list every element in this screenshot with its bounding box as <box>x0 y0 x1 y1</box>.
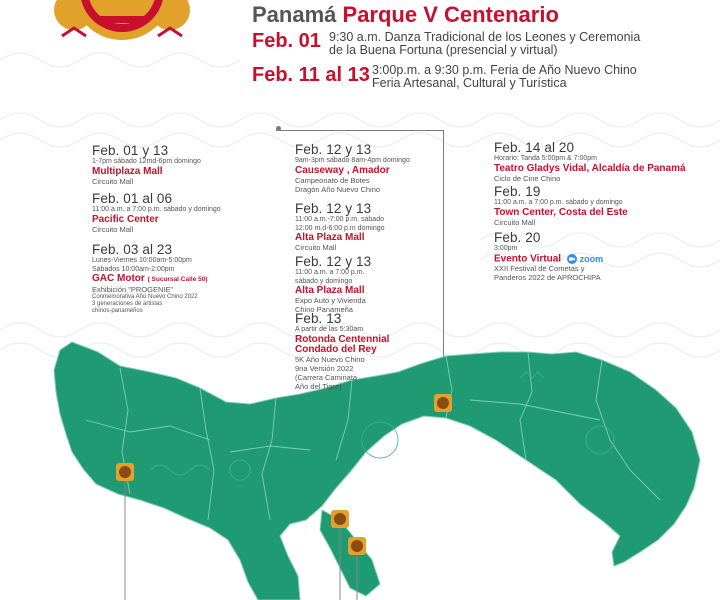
event-date: Feb. 13 <box>295 311 342 326</box>
event-time: Sábados 10:00am-2:00pm <box>92 265 175 273</box>
event-time: 11:00 a.m. a 7:00 p.m. sábado y domingo <box>494 199 623 206</box>
event-meta: 9na Versión 2022 <box>295 363 354 373</box>
event-entry <box>295 201 385 252</box>
event-date: Feb. 01 y 13 <box>92 143 169 158</box>
event-entry <box>295 142 410 194</box>
event-meta: (Carrera Caminata <box>295 372 358 382</box>
event-date: Feb. 12 y 13 <box>295 201 372 216</box>
event-venue: Causeway , Amador <box>295 164 390 176</box>
event-venue: Alta Plaza Mall <box>295 232 365 243</box>
event-entry <box>295 311 389 391</box>
event-time: 9am-3pm sábado 8am-4pm domingo <box>295 157 410 164</box>
event-date: Feb. 12 y 13 <box>295 254 372 269</box>
event-meta: 5K Año Nuevo Chino <box>295 354 365 364</box>
event-entry <box>92 191 221 234</box>
event-meta: Circuito Mall <box>92 176 134 186</box>
event-venue: Alta Plaza Mall <box>295 285 365 296</box>
event-time: 12:00 m.d-6:00 p.m domingo <box>295 224 385 232</box>
event-time: 1-7pm sábado 12md-6pm domingo <box>92 158 201 165</box>
event-entry <box>295 254 371 314</box>
tiger-marker-icon <box>434 394 452 412</box>
event-meta: Ciclo de Cine Chino <box>494 173 561 183</box>
event-entry <box>92 143 201 186</box>
event-meta: XXII Festival de Cometas y <box>494 264 585 274</box>
event-venue: Town Center, Costa del Este <box>494 206 628 218</box>
event-meta: Circuito Mall <box>494 217 536 227</box>
event-meta: Exhibición "PROGENIE" <box>92 285 174 294</box>
event-time: 11:00 a.m. a 7:00 p.m. <box>295 269 365 276</box>
event-meta: Circuito Mall <box>92 224 134 234</box>
event-time: sábado y domingo <box>295 277 353 285</box>
event-entry <box>92 242 208 315</box>
event-date: Feb. 12 y 13 <box>295 142 372 157</box>
event-venue: Teatro Gladys Vidal, Alcaldía de Panamá <box>494 162 686 174</box>
event-entry <box>494 140 686 183</box>
header-place: Parque V Centenario <box>342 2 559 27</box>
event-meta: Panderos 2022 de APROCHIPA <box>494 273 601 283</box>
event-date: Feb. 01 al 06 <box>92 191 173 206</box>
event-meta: Dragón Año Nuevo Chino <box>295 184 381 194</box>
event-venue: Pacific Center <box>92 213 159 225</box>
event-venue: Evento Virtual zoom <box>494 253 604 265</box>
event-meta: Expo Auto y Vivienda <box>295 296 366 305</box>
event-time: Lunes-Viernes 10:00am-5:00pm <box>92 257 192 264</box>
event-time: 11:00 a.m. a 7:00 p.m. sábado y domingo <box>92 206 221 213</box>
zoom-icon <box>567 254 577 264</box>
event-venue-note: ( Sucursal Calle 50) <box>147 276 208 283</box>
event-small: chinos-panameños <box>92 308 143 314</box>
event-venue: Rotonda Centennial <box>295 333 390 345</box>
event-time: Horario: Tanda 5:00pm & 7:00pm <box>494 155 597 162</box>
header-row-text: 9:30 a.m. Danza Tradicional de los Leones y Ceremonia de la Buena Fortuna (presencial y virtual) <box>329 30 641 57</box>
event-venue: GAC Motor ( Sucursal Calle 50) <box>92 273 208 284</box>
event-entry <box>494 230 603 282</box>
event-date: Feb. 03 al 23 <box>92 242 173 257</box>
event-venue: Condado del Rey <box>295 343 377 355</box>
header-city: Panamá <box>252 2 337 27</box>
event-meta: Campeonato de Botes <box>295 175 370 185</box>
event-time: A partir de las 5:30am <box>295 326 364 333</box>
header-row-date: Feb. 01 <box>252 30 321 52</box>
event-time: 11:00 a.m.-7:00 p.m. sábado <box>295 216 384 223</box>
event-small: 3 generaciones de artistas <box>92 301 163 307</box>
header-row-text: 3:00p.m. a 9:30 p.m. Feria de Año Nuevo Chino Feria Artesanal, Cultural y Turística <box>372 63 637 90</box>
event-small: Conmemorativa Año Nuevo Chino 2022 <box>92 294 198 300</box>
event-meta: Año del Tigre) <box>295 381 342 391</box>
event-time: 3:00pm <box>494 245 518 252</box>
zoom-label: zoom <box>579 253 604 264</box>
event-meta: Circuito Mall <box>295 243 337 252</box>
event-date: Feb. 19 <box>494 184 541 199</box>
event-date: Feb. 20 <box>494 230 541 245</box>
event-entry <box>494 184 628 227</box>
event-venue: Multiplaza Mall <box>92 165 163 177</box>
event-meta: Chino Panameña <box>295 305 353 314</box>
event-date: Feb. 14 al 20 <box>494 140 575 155</box>
header-row-date: Feb. 11 al 13 <box>252 64 370 86</box>
